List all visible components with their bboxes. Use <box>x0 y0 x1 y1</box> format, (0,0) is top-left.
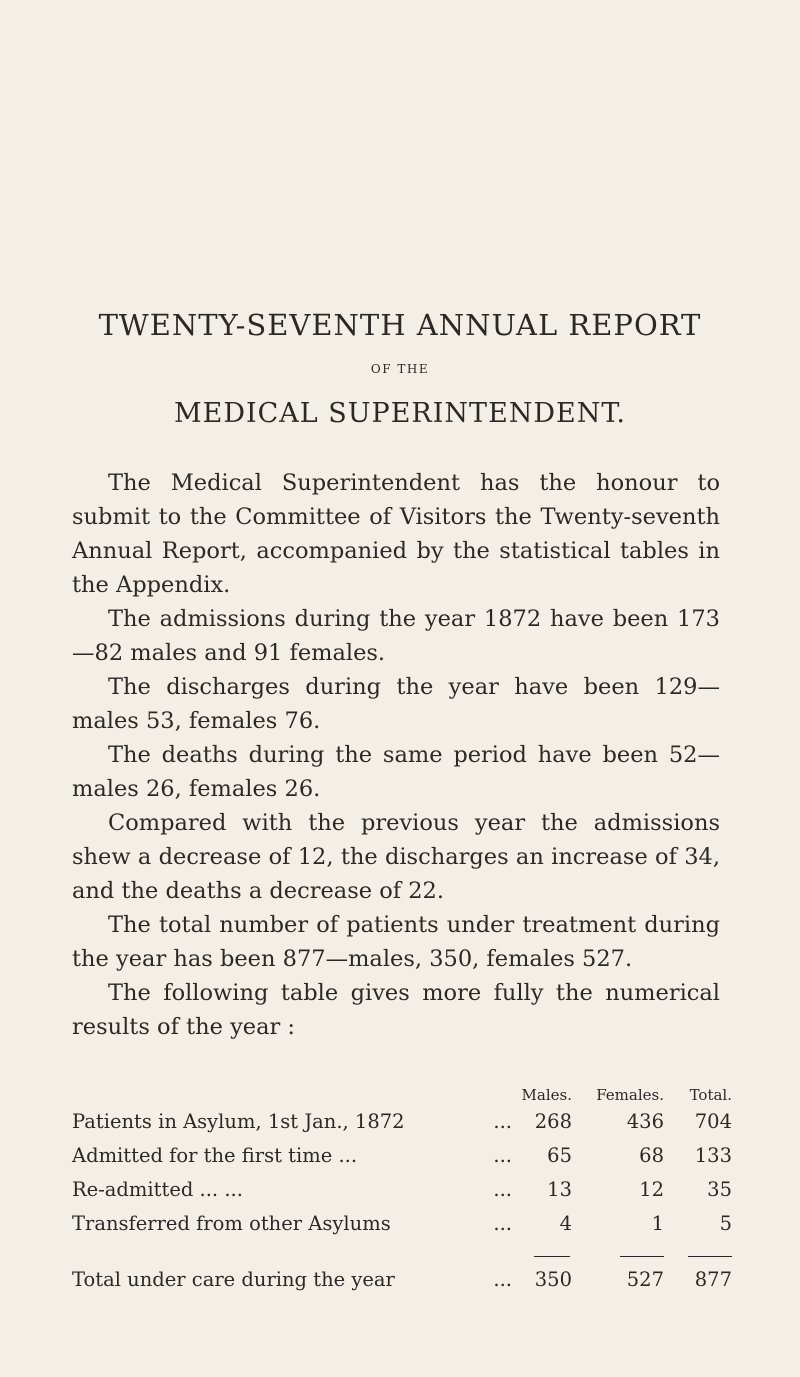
table-total-row <box>72 1268 732 1302</box>
sum-rule-total <box>688 1256 732 1257</box>
row-leader: ... <box>493 1212 512 1235</box>
paragraph-intro: The Medical Superintendent has the honour to submit to the Committee of Visitors the Twenty-seventh Annual Report, accompanied by the statistical tables in the Appendix. <box>72 470 720 598</box>
row-males: 268 <box>534 1110 572 1133</box>
report-body <box>72 466 720 1044</box>
header-females: Females. <box>596 1086 664 1104</box>
sum-rules <box>72 1246 732 1268</box>
table-header-row <box>72 1084 732 1110</box>
report-title: TWENTY-SEVENTH ANNUAL REPORT <box>98 308 702 342</box>
paragraph-table-intro: The following table gives more fully the numerical results of the year : <box>72 980 720 1040</box>
paragraph-admissions: The admissions during the year 1872 have been 173—82 males and 91 females. <box>72 606 720 666</box>
header-total: Total. <box>689 1086 732 1104</box>
paragraph-discharges: The discharges during the year have been 129—males 53, females 76. <box>72 674 720 734</box>
sum-rule-females <box>620 1256 664 1257</box>
row-label: Re-admitted ... ... <box>72 1178 243 1201</box>
row-total: 35 <box>707 1178 732 1201</box>
total-females: 527 <box>626 1268 664 1291</box>
row-females: 12 <box>639 1178 664 1201</box>
row-males: 4 <box>559 1212 572 1235</box>
table-row <box>72 1212 732 1246</box>
sum-rule-males <box>534 1256 570 1257</box>
paragraph-deaths: The deaths during the same period have been 52—males 26, females 26. <box>72 742 720 802</box>
total-label: Total under care during the year <box>72 1268 395 1291</box>
results-table <box>72 1084 732 1302</box>
total-total: 877 <box>694 1268 732 1291</box>
row-females: 436 <box>626 1110 664 1133</box>
paragraph-comparison: Compared with the previous year the admissions shew a decrease of 12, the discharges an increase of 34, and the deaths a decrease of 22. <box>72 810 720 904</box>
row-leader: ... <box>493 1178 512 1201</box>
table-row <box>72 1110 732 1144</box>
row-leader: ... <box>493 1144 512 1167</box>
header-males: Males. <box>521 1086 572 1104</box>
row-males: 65 <box>547 1144 572 1167</box>
row-total: 133 <box>694 1144 732 1167</box>
row-females: 68 <box>639 1144 664 1167</box>
row-males: 13 <box>547 1178 572 1201</box>
total-males: 350 <box>534 1268 572 1291</box>
row-label: Admitted for the first time ... <box>72 1144 358 1167</box>
report-of-the: OF THE <box>370 362 430 376</box>
row-label: Patients in Asylum, 1st Jan., 1872 <box>72 1110 405 1133</box>
table-row <box>72 1144 732 1178</box>
row-total: 5 <box>719 1212 732 1235</box>
table-row <box>72 1178 732 1212</box>
row-females: 1 <box>651 1212 664 1235</box>
row-label: Transferred from other Asylums <box>72 1212 391 1235</box>
row-total: 704 <box>694 1110 732 1133</box>
report-subtitle: MEDICAL SUPERINTENDENT. <box>173 398 627 429</box>
paragraph-total: The total number of patients under treatment during the year has been 877—males, 350, females 527. <box>72 912 720 972</box>
row-leader: ... <box>493 1110 512 1133</box>
total-leader: ... <box>493 1268 512 1291</box>
